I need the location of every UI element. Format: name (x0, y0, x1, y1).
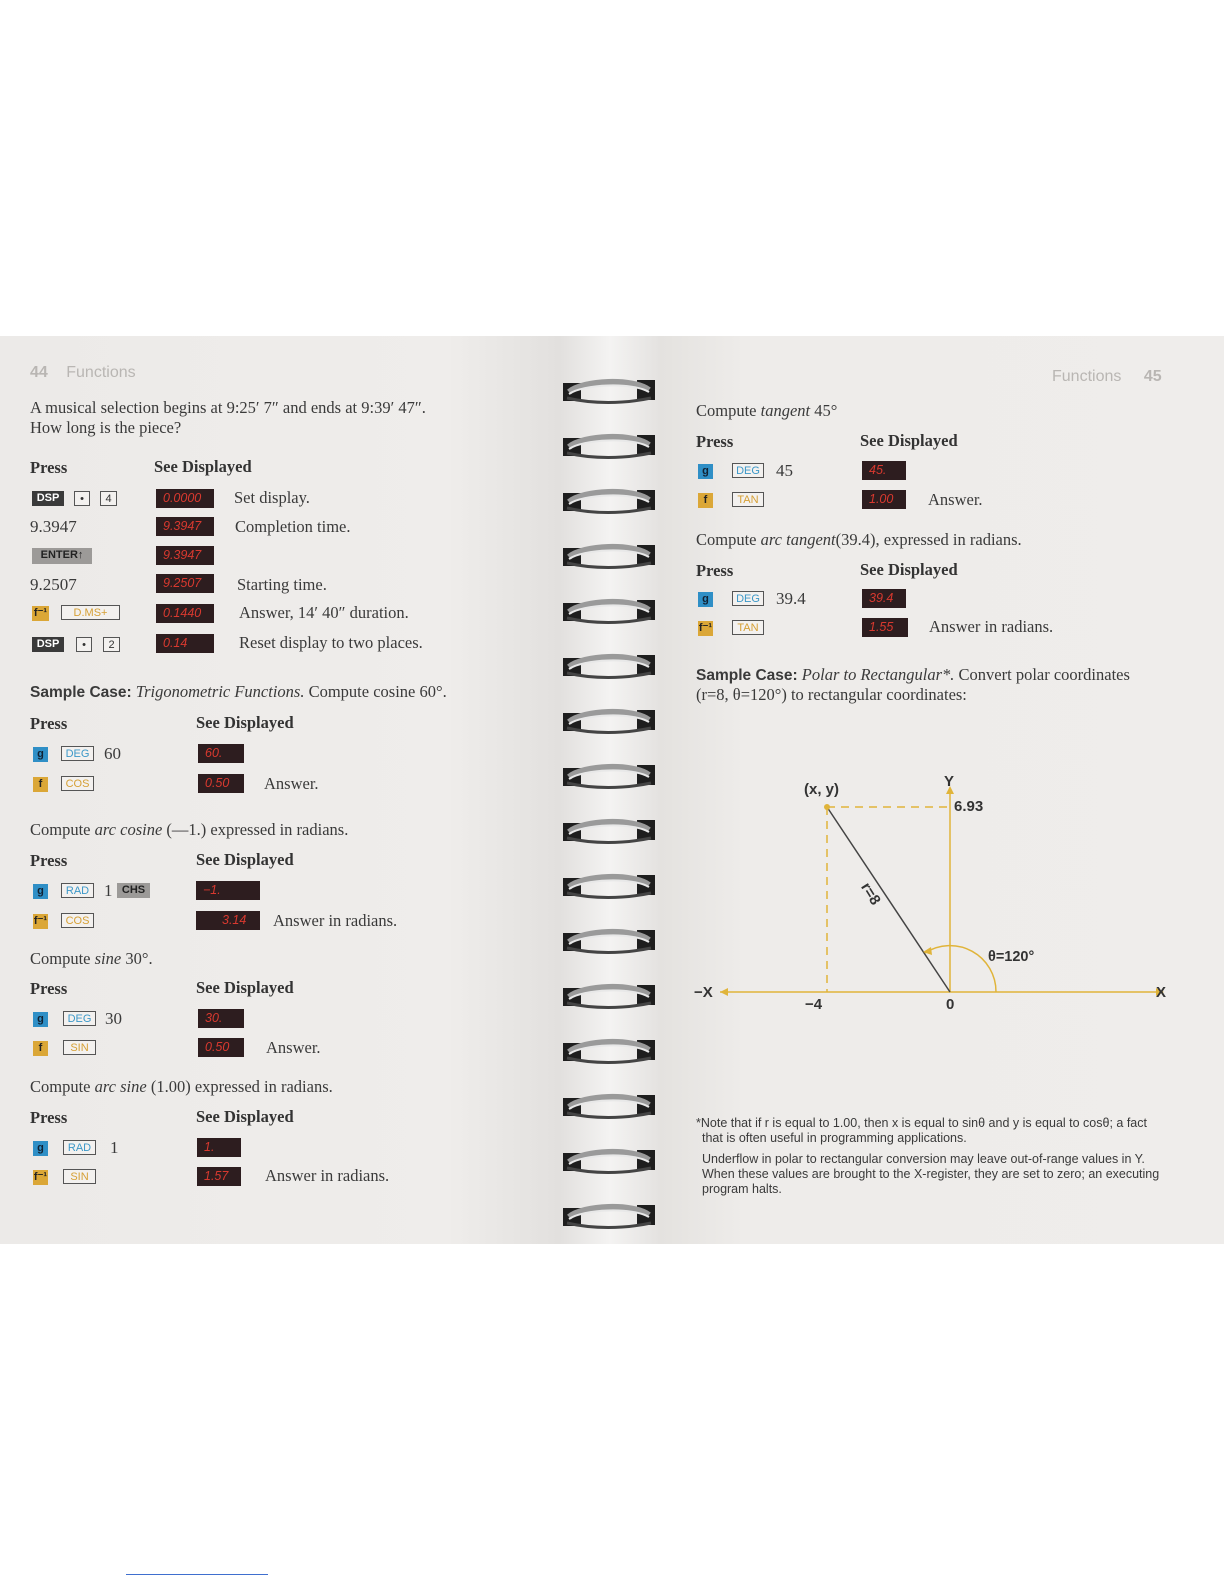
sample-case-title: Polar to Rectangular*. (801, 665, 955, 684)
cos-key: COS (61, 913, 94, 928)
page-header-right (1052, 368, 1162, 386)
step-note: Answer. (928, 490, 983, 509)
column-header-see-displayed: See Displayed (154, 457, 252, 476)
arccos-post: (—1.) expressed in radians. (162, 820, 349, 839)
step-note: Answer. (264, 774, 319, 793)
page-number: 44 (30, 364, 48, 381)
sample-case-title: Trigonometric Functions. (135, 682, 305, 701)
column-header-press: Press (30, 979, 68, 998)
point-xy (824, 804, 830, 810)
deg-key: DEG (732, 591, 764, 606)
keyed-number: 9.2507 (30, 575, 77, 594)
f-prefix-key: f (33, 777, 48, 792)
display-readout: 9.3947 (156, 517, 214, 536)
column-header-press: Press (696, 432, 734, 451)
keyed-number: 39.4 (776, 589, 806, 608)
decimal-key: • (74, 491, 90, 506)
arccos-heading (30, 820, 348, 840)
g-prefix-key: g (33, 747, 48, 762)
dsp-key: DSP (32, 491, 64, 506)
dsp-key: DSP (32, 637, 64, 652)
arccos-em: arc cosine (94, 820, 163, 839)
binding-ring (563, 818, 655, 844)
sample-case-text: Compute cosine 60°. (308, 682, 447, 701)
radius-label: r=8 (857, 879, 884, 909)
step-note: Starting time. (237, 575, 327, 594)
column-header-press: Press (30, 851, 68, 870)
negative-x-label: −X (694, 984, 713, 1001)
arcsine-heading (30, 1077, 333, 1097)
sample-case-label: Sample Case: (30, 684, 132, 701)
binding-ring (563, 708, 655, 734)
running-head: Functions (66, 364, 136, 381)
footnote-1-line-2: that is often useful in programming applications. (702, 1131, 967, 1145)
g-prefix-key: g (698, 592, 713, 607)
x-value-label: −4 (805, 996, 823, 1013)
column-header-see-displayed: See Displayed (196, 1107, 294, 1126)
sin-key: SIN (63, 1169, 96, 1184)
angle-arc (925, 946, 996, 992)
step-note: Answer in radians. (273, 911, 398, 930)
sin-key: SIN (63, 1040, 96, 1055)
sine-pre: Compute (30, 949, 95, 968)
step-note: Set display. (234, 488, 310, 507)
f-inverse-prefix-key: f⁻¹ (33, 607, 48, 619)
intro-line-1: A musical selection begins at 9:25′ 7″ and ends at 9:39′ 47″. (30, 398, 426, 417)
digit-key: 4 (100, 491, 117, 506)
polar-sample-case-heading (696, 665, 1130, 685)
footnote-2-line-1: Underflow in polar to rectangular conversion may leave out-of-range values in Y. (702, 1152, 1145, 1166)
digit-key: 2 (103, 637, 120, 652)
binding-ring (563, 1148, 655, 1174)
page-header-left (30, 364, 136, 382)
binding-ring (563, 1038, 655, 1064)
intro-line-2: How long is the piece? (30, 418, 182, 437)
y-value-label: 6.93 (954, 798, 984, 815)
y-axis-label: Y (944, 773, 955, 790)
column-header-see-displayed: See Displayed (860, 431, 958, 450)
chs-key: CHS (117, 883, 150, 898)
cos-key: COS (61, 776, 94, 791)
display-readout: 1.00 (862, 490, 906, 509)
keyed-number: 1 (104, 881, 113, 900)
arcsine-em: arc sine (94, 1077, 147, 1096)
step-note: Answer, 14′ 40″ duration. (239, 603, 409, 622)
left-page (0, 336, 560, 1244)
column-header-see-displayed: See Displayed (196, 978, 294, 997)
binding-ring (563, 763, 655, 789)
f-inverse-prefix-key: f⁻¹ (33, 1171, 48, 1183)
binding-ring (563, 873, 655, 899)
deg-key: DEG (732, 463, 764, 478)
column-header-press: Press (696, 561, 734, 580)
tangent-heading (696, 401, 837, 421)
step-note: Answer in radians. (929, 617, 1054, 636)
dms-plus-key: D.MS+ (61, 605, 120, 620)
origin-label: 0 (946, 996, 955, 1013)
sine-heading (30, 949, 153, 969)
display-readout: 45. (862, 461, 906, 480)
decimal-key: • (76, 637, 92, 652)
display-readout: 0.0000 (156, 489, 214, 508)
binding-ring (563, 1203, 655, 1229)
polar-sample-case-line2: (r=8, θ=120°) to rectangular coordinates: (696, 685, 967, 704)
g-prefix-key: g (698, 464, 713, 479)
deg-key: DEG (63, 1011, 96, 1026)
radius-line (827, 807, 950, 992)
display-readout: 39.4 (862, 589, 906, 608)
enter-key: ENTER↑ (32, 548, 92, 564)
arctan-heading (696, 530, 1022, 550)
display-readout: 0.1440 (156, 604, 214, 623)
x-axis-arrow-left (720, 988, 728, 996)
sine-em: sine (94, 949, 122, 968)
column-header-see-displayed: See Displayed (196, 850, 294, 869)
display-readout: 1. (197, 1138, 241, 1157)
step-note: Answer. (266, 1038, 321, 1057)
binding-ring (563, 928, 655, 954)
binding-ring (563, 653, 655, 679)
step-note: Completion time. (235, 517, 351, 536)
display-readout: 60. (198, 744, 244, 763)
step-note: Reset display to two places. (239, 633, 423, 652)
display-readout: 0.14 (156, 634, 214, 653)
f-inverse-prefix-key: f⁻¹ (33, 915, 48, 927)
page-number: 45 (1143, 368, 1162, 385)
binding-ring (563, 598, 655, 624)
running-head: Functions (1052, 368, 1122, 385)
keyed-number: 1 (110, 1138, 119, 1157)
binding-ring (563, 378, 655, 404)
f-prefix-key: f (33, 1041, 48, 1056)
column-header-see-displayed: See Displayed (196, 713, 294, 732)
display-readout: 30. (198, 1009, 244, 1028)
keyed-number: 9.3947 (30, 517, 77, 536)
tan-post: 45° (810, 401, 838, 420)
tan-pre: Compute (696, 401, 761, 420)
binding-ring (563, 488, 655, 514)
angle-label: θ=120° (988, 949, 1035, 965)
binding-ring (563, 983, 655, 1009)
display-readout: 0.50 (198, 774, 244, 793)
column-header-press: Press (30, 714, 68, 733)
deg-key: DEG (61, 746, 94, 761)
display-readout: 1.55 (862, 618, 908, 637)
keyed-number: 60 (104, 744, 121, 763)
display-readout: 3.14 (196, 911, 260, 930)
binding-ring (563, 433, 655, 459)
tan-key: TAN (732, 492, 764, 507)
arccos-pre: Compute (30, 820, 95, 839)
sample-case-heading (30, 682, 447, 702)
sample-case-text: Convert polar coordinates (958, 665, 1130, 684)
positive-x-label: X (1156, 984, 1167, 1001)
column-header-see-displayed: See Displayed (860, 560, 958, 579)
footnote-2-line-3: program halts. (702, 1182, 782, 1196)
right-page (660, 336, 1224, 1244)
display-readout: 1.57 (197, 1167, 241, 1186)
sample-case-label: Sample Case: (696, 667, 798, 684)
rad-key: RAD (61, 883, 94, 898)
column-header-press: Press (30, 458, 68, 477)
underline-rule (126, 1574, 268, 1575)
arcsine-post: (1.00) expressed in radians. (146, 1077, 333, 1096)
display-readout: 0.50 (198, 1038, 244, 1057)
column-header-press: Press (30, 1108, 68, 1127)
g-prefix-key: g (33, 1141, 48, 1156)
footnote-2-line-2: When these values are brought to the X-register, they are set to zero; an executing (702, 1167, 1160, 1181)
keyed-number: 45 (776, 461, 793, 480)
f-inverse-prefix-key: f⁻¹ (698, 622, 713, 634)
polar-to-rectangular-diagram (660, 756, 1224, 1036)
step-note: Answer in radians. (265, 1166, 390, 1185)
g-prefix-key: g (33, 1012, 48, 1027)
footnote-1-line-1: *Note that if r is equal to 1.00, then x is equal to sinθ and y is equal to cosθ; a fact (696, 1116, 1147, 1130)
binding-ring (563, 1093, 655, 1119)
g-prefix-key: g (33, 884, 48, 899)
book-spread (0, 336, 1224, 1244)
arctan-post: (39.4), expressed in radians. (835, 530, 1022, 549)
tan-key: TAN (732, 620, 764, 635)
binding-ring (563, 543, 655, 569)
sine-post: 30°. (121, 949, 153, 968)
arctan-pre: Compute (696, 530, 761, 549)
keyed-number: 30 (105, 1009, 122, 1028)
point-label: (x, y) (804, 781, 840, 798)
f-prefix-key: f (698, 493, 713, 508)
tan-em: tangent (760, 401, 811, 420)
arcsine-pre: Compute (30, 1077, 95, 1096)
arctan-em: arc tangent (760, 530, 836, 549)
display-readout: 9.3947 (156, 546, 214, 565)
display-readout: −1. (196, 881, 260, 900)
rad-key: RAD (63, 1140, 96, 1155)
display-readout: 9.2507 (156, 574, 214, 593)
